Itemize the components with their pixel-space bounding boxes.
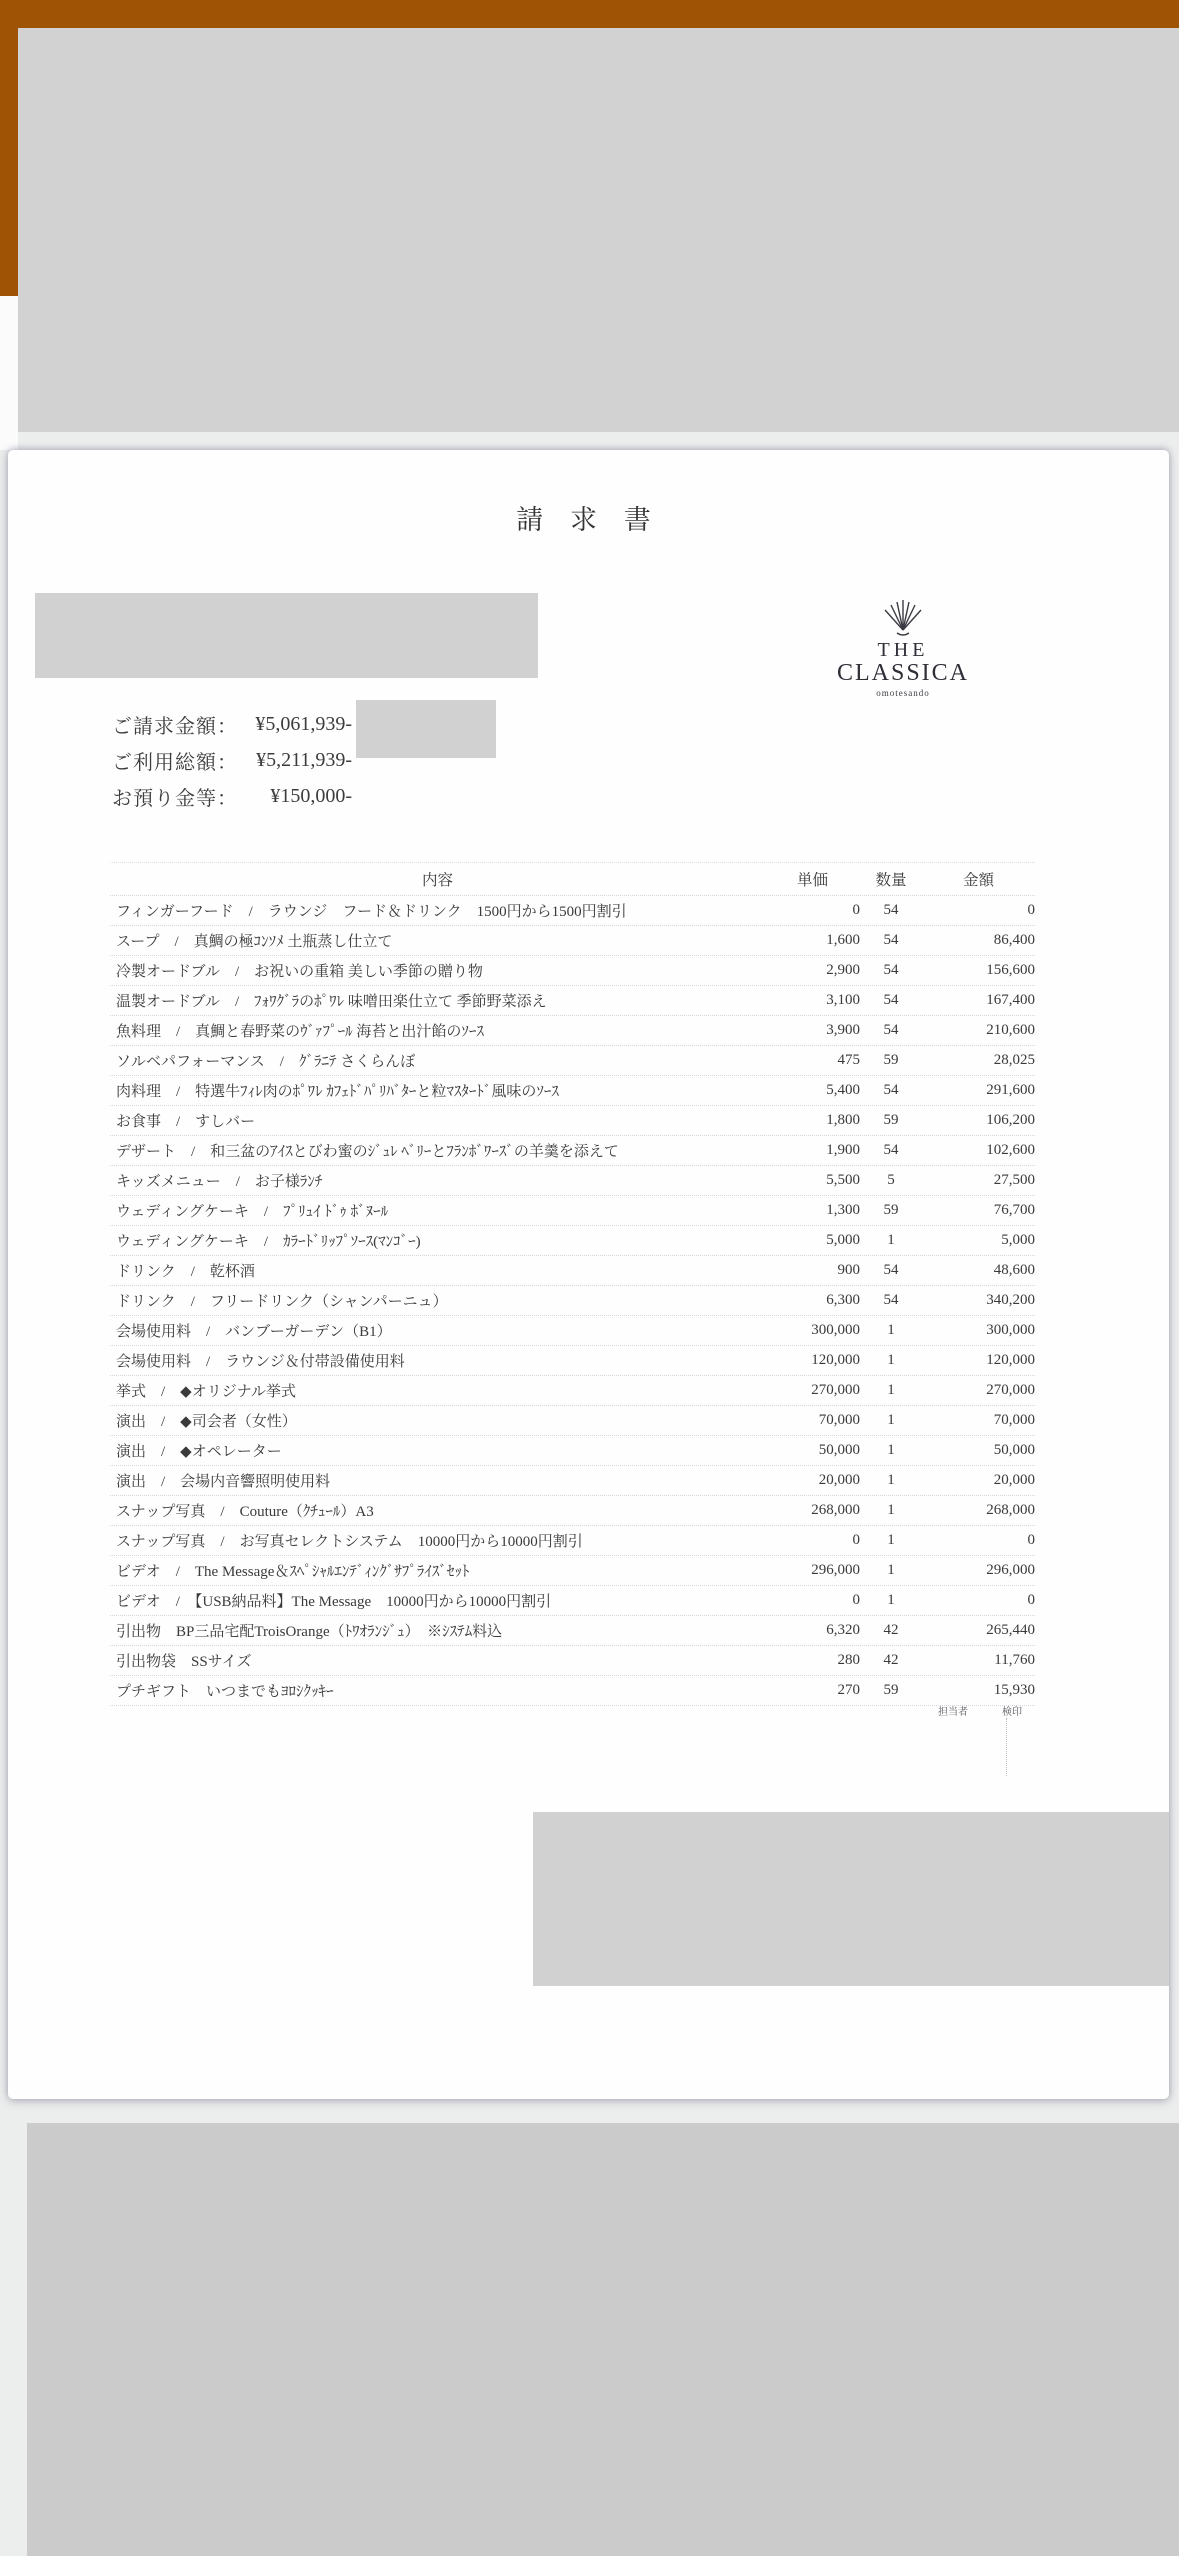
row-quantity: 1 [887, 1382, 895, 1398]
row-amount: 50,000 [993, 1442, 1035, 1458]
row-description: スナップ写真 / お写真セレクトシステム 10000円から10000円割引 [116, 1534, 583, 1550]
billing-amount-label: ご請求金額： [112, 715, 238, 738]
row-unit-price: 268,000 [811, 1502, 860, 1518]
table-row [110, 1436, 1035, 1466]
header-description: 内容 [421, 872, 453, 889]
row-description: 挙式 / ◆オリジナル挙式 [116, 1384, 296, 1400]
row-unit-price: 5,000 [826, 1232, 860, 1248]
row-amount: 270,000 [986, 1382, 1035, 1398]
row-quantity: 1 [887, 1352, 895, 1368]
recipient-redaction-block [35, 593, 538, 678]
row-amount: 0 [1027, 902, 1035, 918]
row-description: お食事 / すしバー [116, 1114, 256, 1130]
row-description: ビデオ / The Message＆ｽﾍﾟｼｬﾙｴﾝﾃﾞｨﾝｸﾞｻﾌﾟﾗｲｽﾞｾｯﾄ [116, 1564, 470, 1580]
amount-summary [112, 706, 352, 814]
row-description: キッズメニュー / お子様ﾗﾝﾁ [116, 1174, 323, 1190]
table-row [110, 1256, 1035, 1286]
table-row [110, 1586, 1035, 1616]
row-amount: 296,000 [986, 1562, 1035, 1578]
items-table [110, 862, 1035, 1706]
row-unit-price: 6,320 [826, 1622, 860, 1638]
row-quantity: 54 [883, 902, 899, 918]
row-unit-price: 3,100 [826, 992, 860, 1008]
row-description: ビデオ / 【USB納品料】The Message 10000円から10000円割引 [116, 1594, 552, 1610]
table-row [110, 956, 1035, 986]
amount-area-redaction-block [356, 700, 496, 758]
table-row [110, 1286, 1035, 1316]
row-amount: 167,400 [986, 992, 1035, 1008]
row-quantity: 54 [883, 932, 899, 948]
total-amount-label: ご利用総額： [112, 751, 238, 774]
table-row [110, 986, 1035, 1016]
row-quantity: 1 [887, 1592, 895, 1608]
table-row [110, 1016, 1035, 1046]
table-row [110, 1466, 1035, 1496]
left-white-strip [0, 296, 18, 450]
row-quantity: 42 [883, 1622, 899, 1638]
table-row [110, 1106, 1035, 1136]
row-description: 演出 / 会場内音響照明使用料 [116, 1474, 331, 1490]
row-description: ドリンク / 乾杯酒 [116, 1264, 255, 1280]
row-description: フィンガーフード / ラウンジ フード＆ドリンク 1500円から1500円割引 [116, 904, 627, 920]
row-unit-price: 270 [837, 1682, 860, 1698]
row-unit-price: 5,500 [826, 1172, 860, 1188]
row-quantity: 1 [887, 1412, 895, 1428]
row-amount: 0 [1027, 1592, 1035, 1608]
top-redaction-block [18, 28, 1179, 432]
row-unit-price: 20,000 [818, 1472, 860, 1488]
table-row [110, 1616, 1035, 1646]
table-row [110, 1346, 1035, 1376]
row-unit-price: 120,000 [811, 1352, 860, 1368]
seal-label: 検印 [1002, 1707, 1022, 1718]
table-row [110, 1316, 1035, 1346]
venue-logo [798, 600, 1008, 700]
row-amount: 27,500 [993, 1172, 1035, 1188]
row-quantity: 59 [883, 1202, 899, 1218]
row-amount: 106,200 [986, 1112, 1035, 1128]
row-description: 引出物 BP三品宅配TroisOrange（ﾄﾜｵﾗﾝｼﾞｭ） ※ｼｽﾃﾑ料込 [116, 1624, 503, 1640]
row-unit-price: 1,600 [826, 932, 860, 948]
header-quantity: 数量 [875, 872, 907, 889]
table-row [110, 1526, 1035, 1556]
row-quantity: 54 [883, 1022, 899, 1038]
table-row [110, 1046, 1035, 1076]
row-description: ドリンク / フリードリンク（シャンパーニュ） [116, 1294, 448, 1310]
row-quantity: 54 [883, 1142, 899, 1158]
row-quantity: 1 [887, 1232, 895, 1248]
total-amount-value: ¥5,211,939- [256, 748, 352, 771]
bottom-redaction-block [27, 2123, 1179, 2556]
row-description: ウェディングケーキ / ﾌﾟﾘｭｲ ﾄﾞｩ ﾎﾞﾇｰﾙ [116, 1204, 389, 1220]
row-unit-price: 900 [837, 1262, 860, 1278]
deposit-amount-row [112, 778, 352, 814]
invoice-table-body [110, 896, 1035, 1706]
row-amount: 265,440 [986, 1622, 1035, 1638]
deposit-amount-label: お預り金等： [112, 787, 238, 810]
logo-line-classica: CLASSICA [836, 660, 970, 686]
row-amount: 86,400 [993, 932, 1035, 948]
row-amount: 268,000 [986, 1502, 1035, 1518]
row-amount: 20,000 [993, 1472, 1035, 1488]
table-row [110, 896, 1035, 926]
lower-redaction-block [533, 1812, 1169, 1986]
row-amount: 120,000 [986, 1352, 1035, 1368]
invoice-document [8, 450, 1169, 2099]
row-amount: 76,700 [993, 1202, 1035, 1218]
row-quantity: 1 [887, 1502, 895, 1518]
table-row [110, 1196, 1035, 1226]
row-quantity: 54 [883, 992, 899, 1008]
table-header-row [110, 862, 1035, 896]
logo-line-the: THE [877, 639, 929, 661]
row-quantity: 54 [883, 1262, 899, 1278]
total-amount-row [112, 742, 352, 778]
row-unit-price: 1,300 [826, 1202, 860, 1218]
row-quantity: 1 [887, 1322, 895, 1338]
row-quantity: 1 [887, 1442, 895, 1458]
row-unit-price: 1,800 [826, 1112, 860, 1128]
row-unit-price: 50,000 [818, 1442, 860, 1458]
row-amount: 102,600 [986, 1142, 1035, 1158]
row-amount: 300,000 [986, 1322, 1035, 1338]
top-brown-band [0, 0, 1179, 28]
row-quantity: 42 [883, 1652, 899, 1668]
table-row [110, 1076, 1035, 1106]
table-row [110, 926, 1035, 956]
table-row [110, 1646, 1035, 1676]
row-unit-price: 300,000 [811, 1322, 860, 1338]
billing-amount-value: ¥5,061,939- [255, 712, 352, 735]
row-amount: 70,000 [993, 1412, 1035, 1428]
row-description: 温製オードブル / ﾌｫﾜｸﾞﾗのﾎﾟﾜﾚ 味噌田楽仕立て 季節野菜添え [116, 994, 547, 1010]
row-description: ソルベパフォーマンス / ｸﾞﾗﾆﾃ さくらんぼ [116, 1054, 416, 1070]
row-unit-price: 0 [852, 1532, 860, 1548]
header-unit-price: 単価 [796, 872, 828, 889]
seal-dotted-line [1006, 1718, 1008, 1776]
row-quantity: 1 [887, 1562, 895, 1578]
row-unit-price: 270,000 [811, 1382, 860, 1398]
row-description: 引出物袋 SSサイズ [116, 1654, 252, 1670]
row-quantity: 54 [883, 1082, 899, 1098]
left-brown-strip [0, 28, 18, 296]
row-description: スープ / 真鯛の極ｺﾝｿﾒ 土瓶蒸し仕立て [116, 934, 393, 950]
table-row [110, 1166, 1035, 1196]
table-row [110, 1676, 1035, 1706]
row-quantity: 59 [883, 1682, 899, 1698]
table-row [110, 1496, 1035, 1526]
row-description: デザート / 和三盆のｱｲｽとびわ蜜のｼﾞｭﾚ ﾍﾞﾘｰとﾌﾗﾝﾎﾞﾜｰｽﾞの羊羹を添えて [116, 1144, 619, 1160]
row-unit-price: 6,300 [826, 1292, 860, 1308]
row-quantity: 1 [887, 1532, 895, 1548]
row-description: 演出 / ◆オペレーター [116, 1444, 282, 1460]
row-quantity: 54 [883, 1292, 899, 1308]
table-row [110, 1136, 1035, 1166]
row-description: 肉料理 / 特選牛ﾌｨﾚ肉のﾎﾟﾜﾚ ｶﾌｪﾄﾞﾊﾟﾘﾊﾞﾀｰと粒ﾏｽﾀｰﾄﾞ風味のｿｰｽ [116, 1084, 559, 1100]
table-row [110, 1226, 1035, 1256]
row-unit-price: 296,000 [811, 1562, 860, 1578]
row-amount: 210,600 [986, 1022, 1035, 1038]
table-row [110, 1406, 1035, 1436]
row-unit-price: 2,900 [826, 962, 860, 978]
row-amount: 291,600 [986, 1082, 1035, 1098]
staff-label: 担当者 [938, 1707, 968, 1718]
row-unit-price: 0 [852, 902, 860, 918]
row-quantity: 59 [883, 1112, 899, 1128]
row-quantity: 59 [883, 1052, 899, 1068]
row-description: 冷製オードブル / お祝いの重箱 美しい季節の贈り物 [116, 964, 483, 980]
row-amount: 156,600 [986, 962, 1035, 978]
table-row [110, 1376, 1035, 1406]
row-quantity: 1 [887, 1472, 895, 1488]
row-unit-price: 0 [852, 1592, 860, 1608]
row-description: 演出 / ◆司会者（女性） [116, 1414, 297, 1430]
row-description: スナップ写真 / Couture（ｸﾁｭｰﾙ）A3 [116, 1504, 374, 1520]
row-description: 会場使用料 / ラウンジ＆付帯設備使用料 [116, 1354, 405, 1370]
row-amount: 0 [1027, 1532, 1035, 1548]
billing-amount-row [112, 706, 352, 742]
header-amount: 金額 [962, 872, 994, 889]
row-amount: 340,200 [986, 1292, 1035, 1308]
row-description: ウェディングケーキ / ｶﾗｰﾄﾞﾘｯﾌﾟｿｰｽ(ﾏﾝｺﾞｰ) [116, 1234, 421, 1250]
row-unit-price: 70,000 [818, 1412, 860, 1428]
classica-crest-icon [877, 600, 929, 638]
row-unit-price: 3,900 [826, 1022, 860, 1038]
row-description: 魚料理 / 真鯛と春野菜のｳﾞｧﾌﾟｰﾙ 海苔と出汁餡のｿｰｽ [116, 1024, 484, 1040]
approval-labels [938, 1703, 1022, 1718]
page-title: 請 求 書 [516, 505, 661, 535]
row-unit-price: 280 [837, 1652, 860, 1668]
row-description: 会場使用料 / バンブーガーデン（B1） [116, 1324, 392, 1340]
deposit-amount-value: ¥150,000- [270, 784, 352, 807]
row-quantity: 5 [887, 1172, 895, 1188]
row-unit-price: 475 [837, 1052, 860, 1068]
row-amount: 5,000 [1001, 1232, 1035, 1248]
row-description: プチギフト いつまでもﾖﾛｼｸｯｷｰ [116, 1684, 334, 1700]
row-amount: 15,930 [993, 1682, 1035, 1698]
row-unit-price: 5,400 [826, 1082, 860, 1098]
table-row [110, 1556, 1035, 1586]
logo-subtitle: omotesando [876, 688, 930, 698]
row-amount: 11,760 [994, 1652, 1035, 1668]
row-quantity: 54 [883, 962, 899, 978]
row-amount: 28,025 [993, 1052, 1035, 1068]
row-amount: 48,600 [993, 1262, 1035, 1278]
row-unit-price: 1,900 [826, 1142, 860, 1158]
